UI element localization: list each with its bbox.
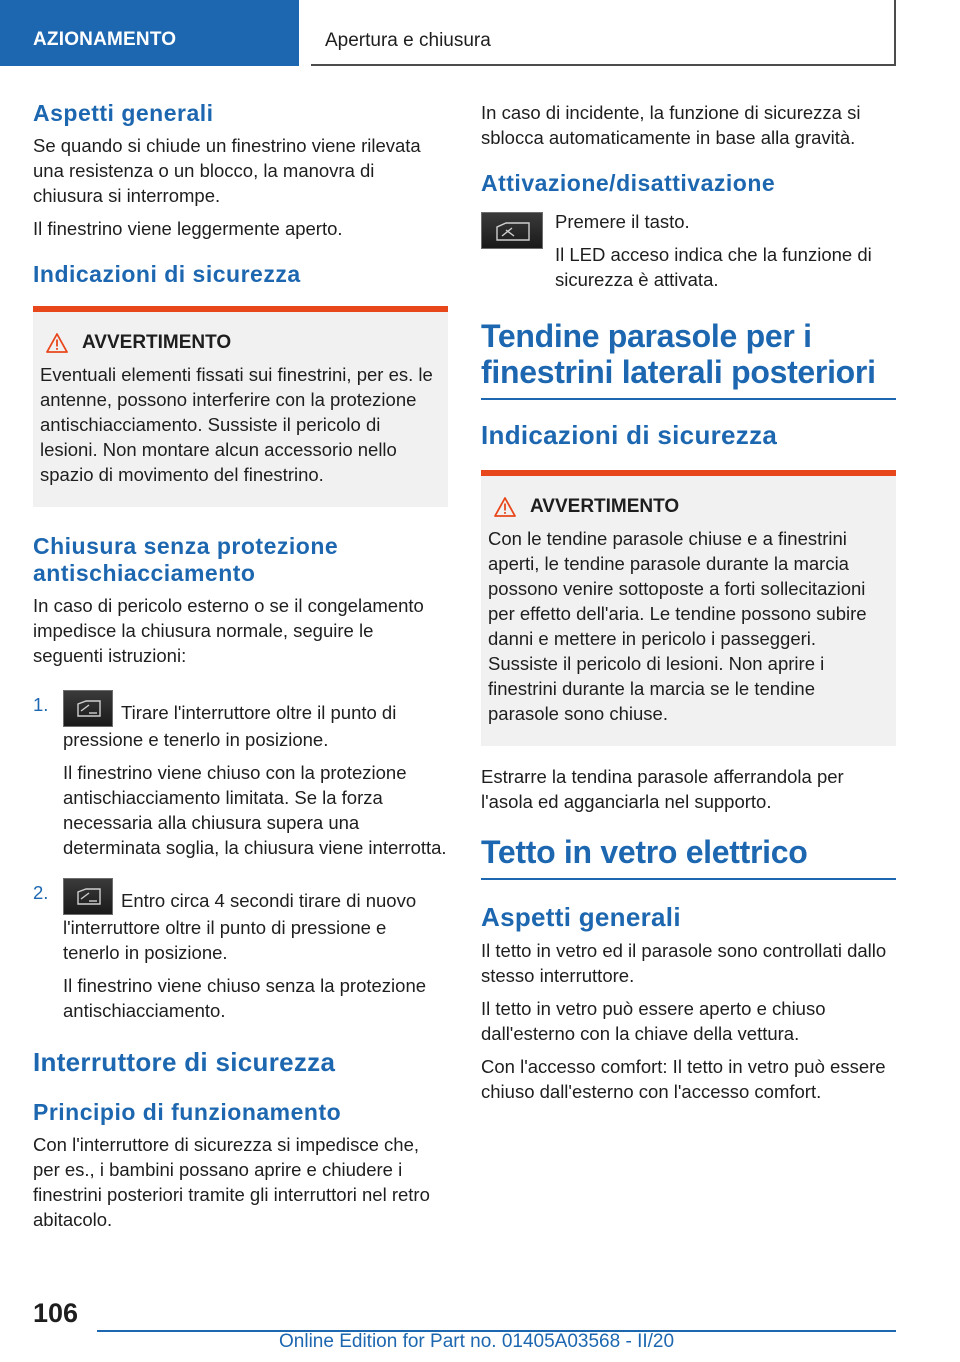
warning-title: AVVERTIMENTO xyxy=(530,496,680,517)
step-1 xyxy=(33,690,448,860)
step-2 xyxy=(33,878,448,1023)
left-column xyxy=(33,100,448,1240)
tetto-paragraph-1: Il tetto in vetro ed il parasole sono controllati dallo stesso interruttore. xyxy=(481,940,887,986)
chiusura-heading: Chiusura senza protezione antischiacciamento xyxy=(33,533,339,586)
warning-box-tendine xyxy=(481,470,896,746)
window-switch-icon xyxy=(63,690,113,727)
step-2-note: Il finestrino viene chiuso senza la protezione antischiacciamento. xyxy=(63,975,427,1021)
step-2-text: Entro circa 4 secondi tirare di nuovo l'interruttore oltre il punto di pressione e tenerlo in posizione. xyxy=(63,890,417,963)
warning-title-row xyxy=(488,496,888,518)
aspetti-paragraph-2: Il finestrino viene leggermente aperto. xyxy=(33,218,343,239)
warning-text: Con le tendine parasole chiuse e a finestrini aperti, le tendine parasole durante la marcia possono venire sottoposte a forti sollecitazioni per effetto dell'aria. Le tendine possono subire danni e mettere in pericolo i passeggeri. Sussiste il pericolo di lesioni. Non aprire i finestrini durante la marcia se le tendine parasole sono chiuse. xyxy=(488,528,867,724)
header-section-tab xyxy=(0,0,299,66)
window-switch-icon xyxy=(63,878,113,915)
warning-triangle-icon xyxy=(494,497,516,517)
tendine-heading-block xyxy=(481,318,896,400)
safety-switch-icon xyxy=(481,212,543,249)
warning-title-row xyxy=(40,332,440,354)
tendine-sicurezza-heading: Indicazioni di sicurezza xyxy=(481,420,778,450)
right-column xyxy=(481,100,896,1112)
step-1-number: 1. xyxy=(33,694,49,715)
tendine-heading: Tendine parasole per i finestrini laterali posteriori xyxy=(481,318,876,390)
page-number: 106 xyxy=(33,1298,79,1328)
step-1-note: Il finestrino viene chiuso con la protezione antischiacciamento limitata. Se la forza necessaria alla chiusura supera una determinata soglia, la chiusura viene interrotta. xyxy=(63,762,447,858)
tetto-paragraph-2: Il tetto in vetro può essere aperto e chiuso dall'esterno con la chiave della vettura. xyxy=(481,998,826,1044)
aspetti-heading: Aspetti generali xyxy=(33,100,214,126)
tetto-aspetti-heading: Aspetti generali xyxy=(481,902,681,932)
header-title: Apertura e chiusura xyxy=(325,30,491,51)
aspetti-paragraph-1: Se quando si chiude un finestrino viene rilevata una resistenza o un blocco, la manovra di chiusura si interrompe. xyxy=(33,135,421,206)
attivazione-paragraph-1: Premere il tasto. xyxy=(555,211,690,232)
step-1-text: Tirare l'interruttore oltre il punto di pressione e tenerlo in posizione. xyxy=(63,702,397,750)
footer-edition: Online Edition for Part no. 01405A03568 - II/20 xyxy=(279,1331,675,1352)
attivazione-paragraph-2: Il LED acceso indica che la funzione di sicurezza è attivata. xyxy=(555,244,872,290)
estrarre-paragraph: Estrarre la tendina parasole afferrandola per l'asola ed agganciarla nel supporto. xyxy=(481,766,844,812)
tetto-paragraph-3: Con l'accesso comfort: Il tetto in vetro può essere chiuso dall'esterno con l'accesso comfort. xyxy=(481,1056,886,1102)
attivazione-row xyxy=(481,209,896,234)
interruttore-heading: Interruttore di sicurezza xyxy=(33,1047,336,1077)
indicazioni-heading: Indicazioni di sicurezza xyxy=(33,261,301,287)
header-title-box xyxy=(311,0,896,66)
warning-title: AVVERTIMENTO xyxy=(82,332,232,353)
warning-text: Eventuali elementi fissati sui finestrini, per es. le antenne, possono interferire con la protezione antischiacciamento. Sussiste il pericolo di lesioni. Non montare alcun accessorio nello spazio di movimento del finestrino. xyxy=(40,364,433,485)
step-2-number: 2. xyxy=(33,882,49,903)
tetto-heading-block xyxy=(481,834,896,880)
chiusura-paragraph: In caso di pericolo esterno o se il congelamento impedisce la chiusura normale, seguire le seguenti istruzioni: xyxy=(33,595,424,666)
incidente-paragraph: In caso di incidente, la funzione di sicurezza si sblocca automaticamente in base alla gravità. xyxy=(481,102,861,148)
principio-heading: Principio di funzionamento xyxy=(33,1099,342,1125)
principio-paragraph: Con l'interruttore di sicurezza si impedisce che, per es., i bambini possano aprire e chiudere i finestrini posteriori tramite gli interruttori nel retro abitacolo. xyxy=(33,1134,430,1230)
tetto-heading: Tetto in vetro elettrico xyxy=(481,834,808,870)
attivazione-heading: Attivazione/disattivazione xyxy=(481,170,776,196)
warning-triangle-icon xyxy=(46,333,68,353)
header-section-label: AZIONAMENTO xyxy=(33,29,177,50)
warning-box xyxy=(33,306,448,507)
